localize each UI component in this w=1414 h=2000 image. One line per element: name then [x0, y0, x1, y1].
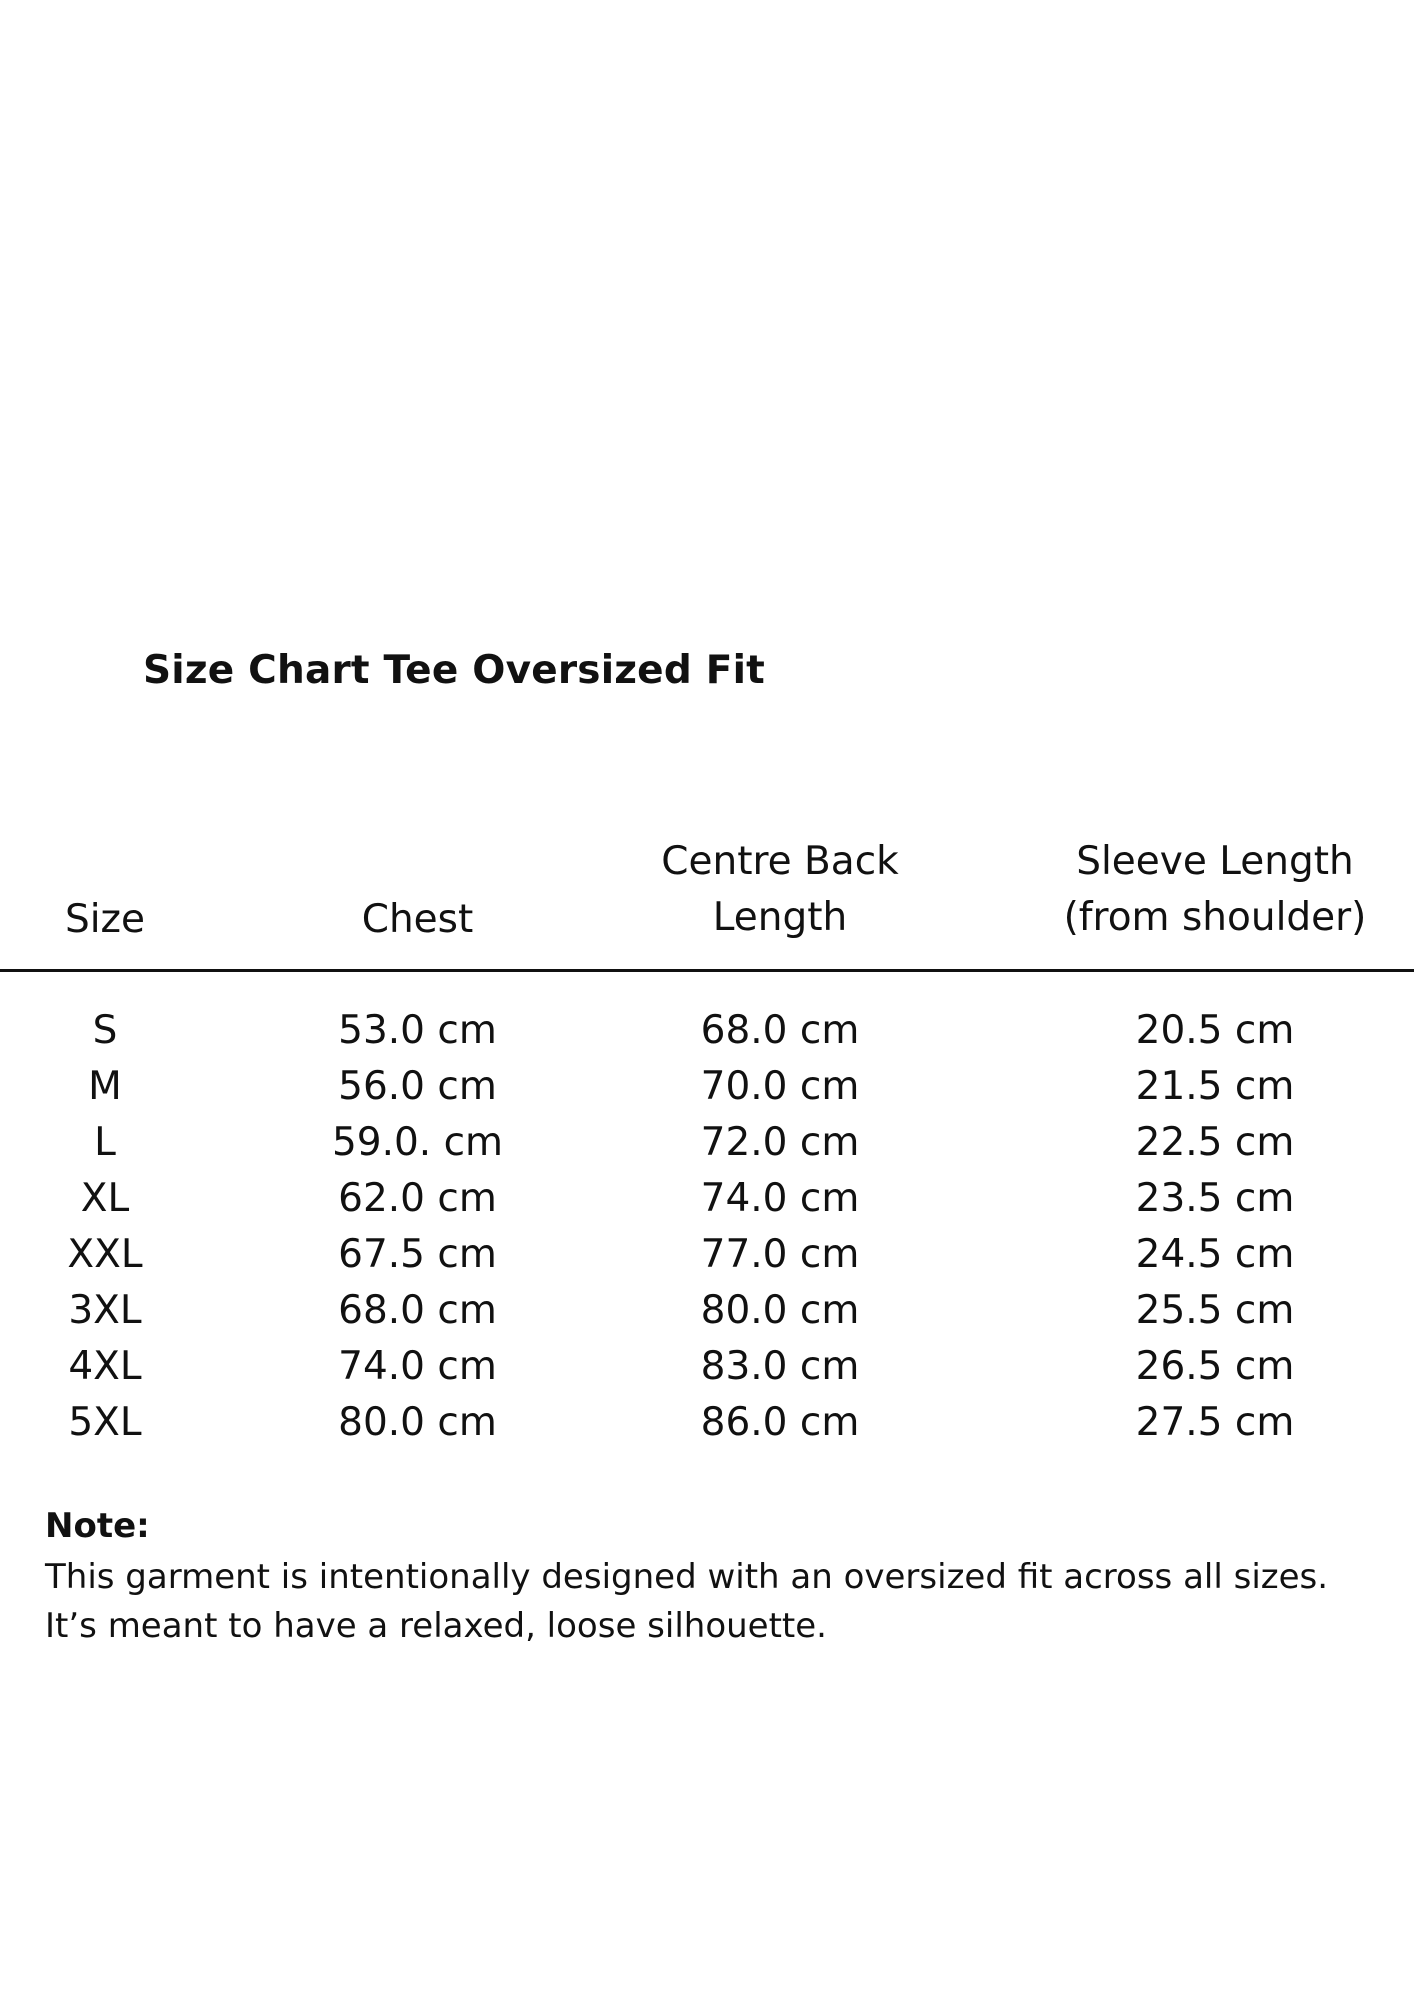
table-row — [0, 1115, 1414, 1171]
size-table-body — [0, 1003, 1414, 1451]
table-row — [0, 1283, 1414, 1339]
cell-size: L — [94, 1120, 116, 1165]
cell-sleeve: 22.5 cm — [1135, 1120, 1295, 1165]
table-row — [0, 1059, 1414, 1115]
cell-centre-back: 68.0 cm — [700, 1008, 860, 1053]
cell-chest: 53.0 cm — [338, 1008, 497, 1053]
cell-sleeve: 27.5 cm — [1135, 1400, 1295, 1445]
header-chest — [300, 892, 535, 948]
cell-centre-back: 83.0 cm — [700, 1344, 860, 1389]
cell-centre-back: 86.0 cm — [700, 1400, 860, 1445]
note-text — [45, 1553, 1385, 1651]
table-row — [0, 1227, 1414, 1283]
table-row — [0, 1171, 1414, 1227]
page-title: Size Chart Tee Oversized Fit — [143, 648, 765, 693]
header-size-line-1: Size — [64, 897, 146, 942]
cell-chest: 80.0 cm — [338, 1400, 497, 1445]
cell-size: XL — [80, 1176, 130, 1221]
cell-sleeve: 26.5 cm — [1135, 1344, 1295, 1389]
table-row — [0, 1395, 1414, 1451]
table-row — [0, 1339, 1414, 1395]
cell-sleeve: 23.5 cm — [1135, 1176, 1295, 1221]
header-sleeve-line-1: Sleeve Length — [1076, 839, 1354, 884]
header-sleeve-length — [1040, 834, 1390, 946]
cell-chest: 56.0 cm — [338, 1064, 497, 1109]
header-size — [45, 892, 165, 948]
cell-centre-back: 77.0 cm — [700, 1232, 860, 1277]
note-line: This garment is intentionally designed with an oversized fit across all sizes. — [45, 1557, 1329, 1597]
header-chest-line-1: Chest — [361, 897, 474, 942]
cell-sleeve: 20.5 cm — [1135, 1008, 1295, 1053]
cell-sleeve: 21.5 cm — [1135, 1064, 1295, 1109]
cell-centre-back: 74.0 cm — [700, 1176, 860, 1221]
cell-size: 3XL — [68, 1288, 142, 1333]
cell-chest: 62.0 cm — [338, 1176, 497, 1221]
cell-centre-back: 80.0 cm — [700, 1288, 860, 1333]
cell-chest: 74.0 cm — [338, 1344, 497, 1389]
cell-sleeve: 25.5 cm — [1135, 1288, 1295, 1333]
cell-size: 4XL — [68, 1344, 142, 1389]
note-line: It’s meant to have a relaxed, loose silhouette. — [45, 1606, 827, 1646]
cell-chest: 59.0. cm — [331, 1120, 504, 1165]
cell-centre-back: 72.0 cm — [700, 1120, 860, 1165]
header-centre-back-line-1: Centre Back — [661, 839, 899, 884]
cell-sleeve: 24.5 cm — [1135, 1232, 1295, 1277]
table-row — [0, 1003, 1414, 1059]
cell-chest: 68.0 cm — [338, 1288, 497, 1333]
header-centre-back-length — [640, 834, 920, 946]
cell-size: M — [88, 1064, 122, 1109]
header-sleeve-line-2: (from shoulder) — [1063, 895, 1367, 940]
header-divider — [0, 969, 1414, 972]
note-heading: Note: — [45, 1506, 150, 1546]
cell-size: S — [92, 1008, 118, 1053]
cell-chest: 67.5 cm — [338, 1232, 497, 1277]
cell-size: 5XL — [68, 1400, 142, 1445]
cell-centre-back: 70.0 cm — [700, 1064, 860, 1109]
cell-size: XXL — [67, 1232, 143, 1277]
header-centre-back-line-2: Length — [712, 895, 848, 940]
